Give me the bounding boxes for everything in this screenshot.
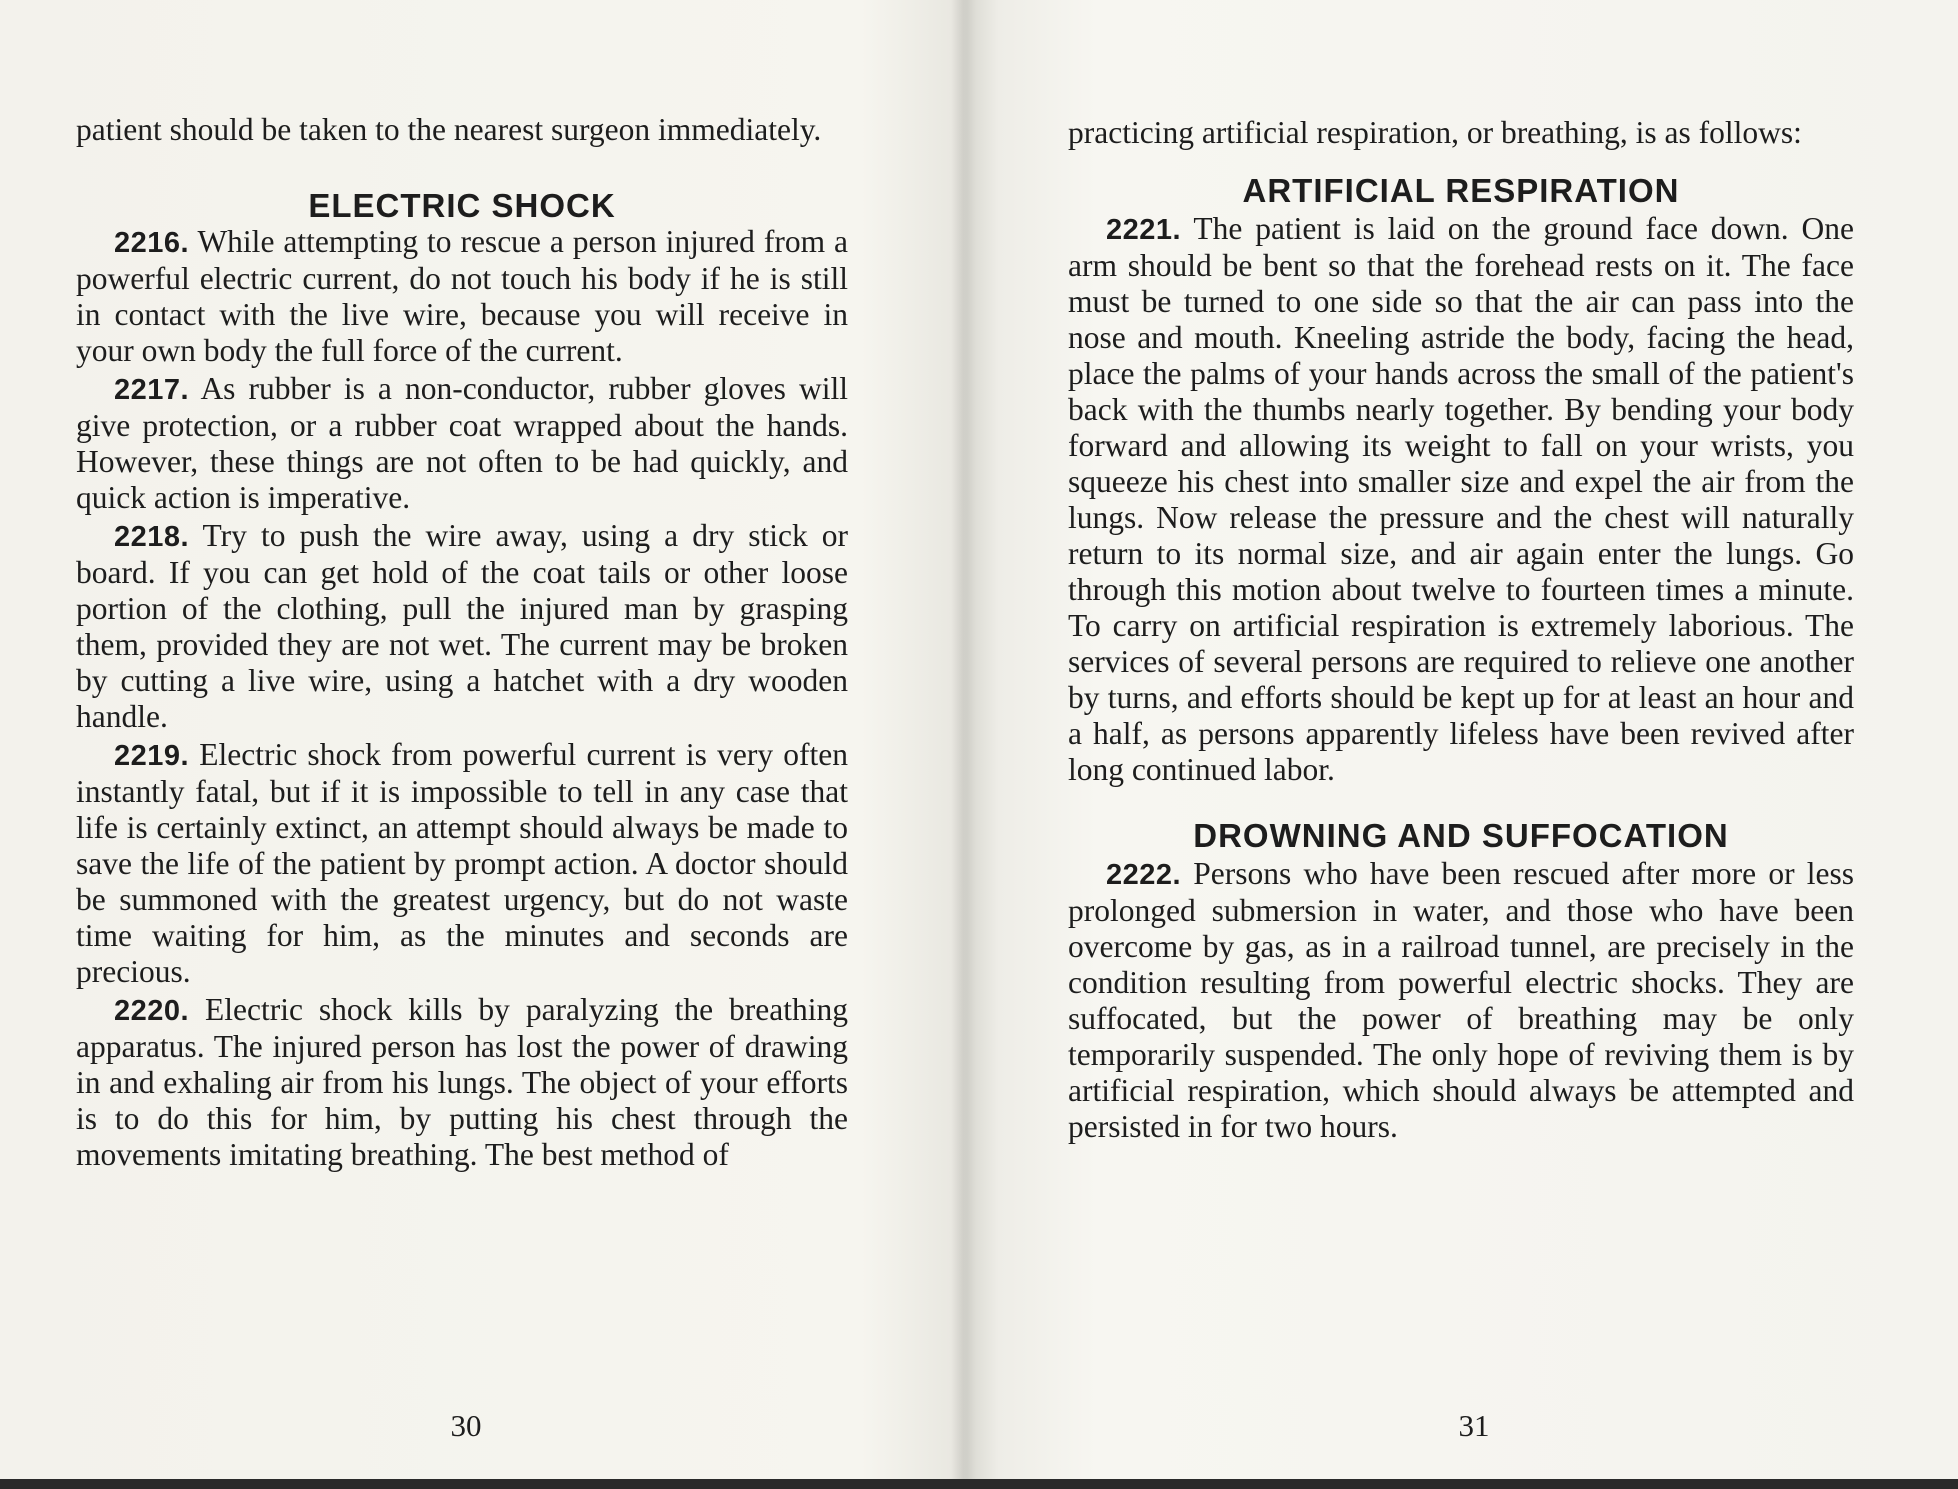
paragraph-number: 2221.: [1106, 214, 1182, 246]
heading-artificial-respiration: ARTIFICIAL RESPIRATION: [1242, 172, 1680, 209]
page-number-left: 30: [450, 1408, 482, 1443]
paragraph-text: As rubber is a non-conductor, rubber gloves will give protection, or a rubber coat wrapped about the hands. However, these things are not often to be had quickly, and quick action is imperative.: [76, 371, 848, 515]
paragraph-number: 2222.: [1106, 859, 1182, 891]
paragraph-text: The patient is laid on the ground face down. One arm should be bent so that the forehead rests on it. The face must be turned to one side so that the air can pass into the nose and mouth. Kneeling astride the body, facing the head, place the palms of your hands across the small of the patient's back with the thumbs nearly together. By bending your body forward and allowing its weight to fall on your wrists, you squeeze his chest into smaller size and expel the air from the lungs. Now release the pressure and the chest will naturally return to its normal size, and air again enter the lungs. Go through this motion about twelve to fourteen times a minute. To carry on artificial respiration is extremely laborious. The services of several persons are required to relieve one another by turns, and efforts should be kept up for at least an hour and a half, as persons apparently lifeless have been revived after long continued labor.: [1068, 211, 1854, 787]
paragraph-text: Electric shock kills by paralyzing the breathing apparatus. The injured person has lost the power of drawing in and exhaling air from his lungs. The object of your efforts is to do this for him, by putting his chest through the movements imitating breathing. The best method of: [76, 992, 849, 1172]
paragraph-2220: [76, 992, 848, 1173]
paragraph-number: 2218.: [114, 521, 190, 553]
paragraph-text: Persons who have been rescued after more or less prolonged submersion in water, and those who have been overcome by gas, as in a railroad tunnel, are precisely in the condition resulting from powerful electric shocks. They are suffocated, but the power of breathing may be only temporarily suspended. The only hope of reviving them is by artificial respiration, which should always be attempted and persisted in for two hours.: [1068, 856, 1855, 1144]
paragraph-text: Electric shock from powerful current is very often instantly fatal, but if it is impossible to tell in any case that life is certainly extinct, an attempt should always be made to save the life of the patient by prompt action. A doctor should be summoned with the greatest urgency, but do not waste time waiting for him, as the minutes and seconds are precious.: [76, 737, 849, 989]
paragraph-2222: [1068, 856, 1854, 1145]
paragraph-text: Try to push the wire away, using a dry stick or board. If you can get hold of the coat tails or other loose portion of the clothing, pull the injured man by grasping them, provided they are not wet. The current may be broken by cutting a live wire, using a hatchet with a dry wooden handle.: [76, 518, 848, 734]
right-opening-text: practicing artificial respiration, or breathing, is as follows:: [1068, 115, 1802, 150]
scan-bottom-edge: [0, 1479, 1958, 1489]
left-opening-text: patient should be taken to the nearest surgeon immediately.: [76, 112, 822, 147]
paragraph-number: 2219.: [114, 740, 190, 772]
page-number-right: 31: [1458, 1408, 1490, 1443]
paragraph-2218: [76, 518, 848, 735]
paragraph-2217: [76, 371, 848, 516]
right-page: [1068, 0, 1854, 1145]
paragraph-number: 2220.: [114, 995, 190, 1027]
paragraph-2219: [76, 737, 848, 990]
paragraph-text: While attempting to rescue a person injured from a powerful electric current, do not touch his body if he is still in contact with the live wire, because you will receive in your own body the full force of the current.: [76, 224, 848, 368]
paragraph-2216: [76, 224, 848, 369]
paragraph-number: 2216.: [114, 227, 190, 259]
paragraph-number: 2217.: [114, 374, 190, 406]
heading-drowning-and-suffocation: DROWNING AND SUFFOCATION: [1193, 817, 1729, 854]
paragraph-2221: [1068, 211, 1854, 788]
book-gutter: [950, 0, 976, 1489]
heading-electric-shock: ELECTRIC SHOCK: [308, 187, 616, 224]
left-page: [76, 0, 848, 1173]
